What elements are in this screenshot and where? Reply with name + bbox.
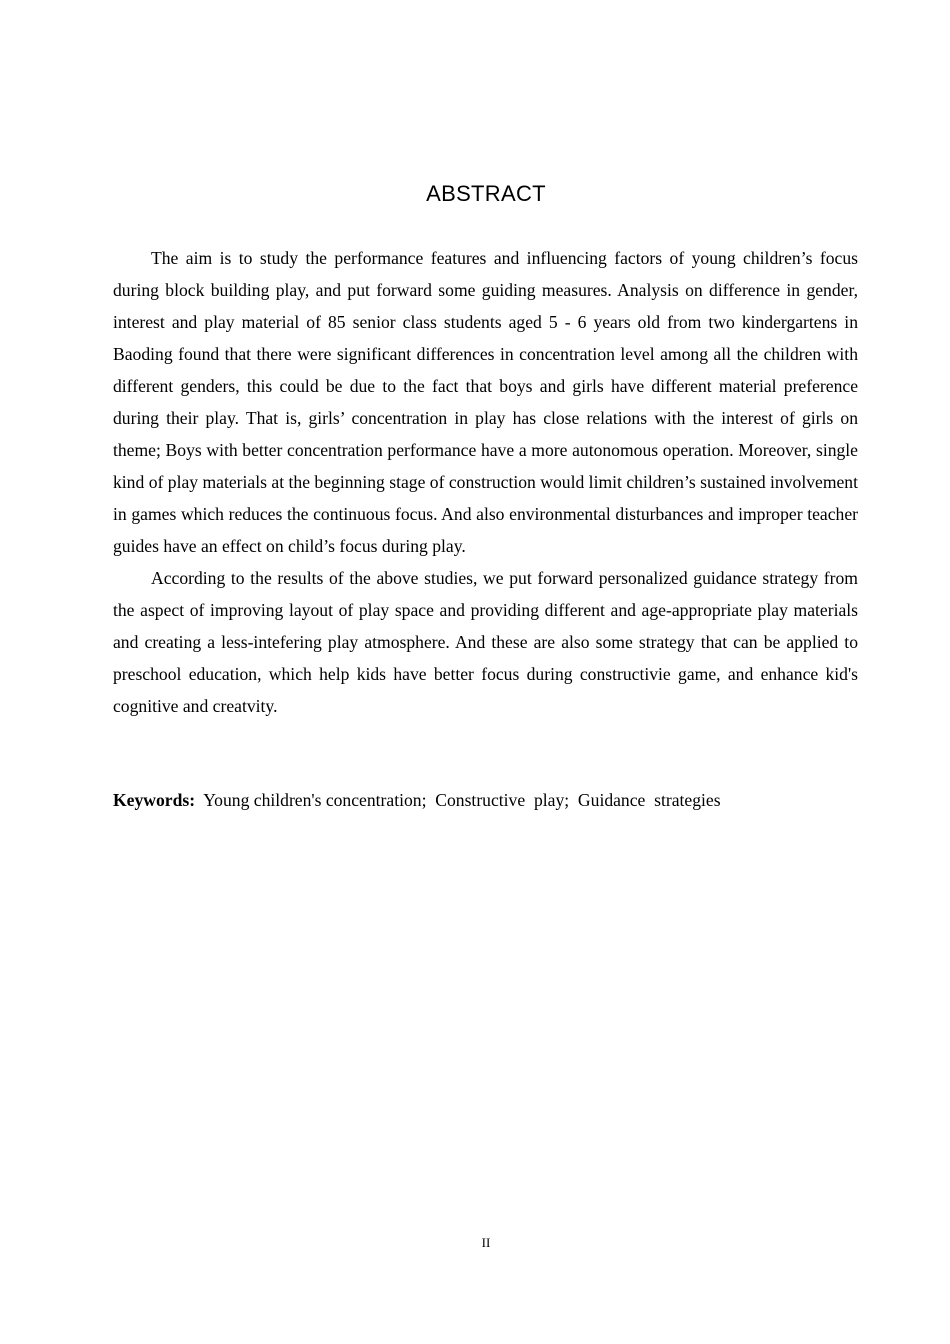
keywords-label: Keywords:	[113, 790, 196, 810]
abstract-paragraph-1: The aim is to study the performance features and influencing factors of young children’s focus during block building play, and put forward some guiding measures. Analysis on difference in gender, interest and play material of 85 senior class students aged 5 - 6 years old from two kindergartens in Baoding found that there were significant differences in concentration level among all the children with different genders, this could be due to the fact that boys and girls have different material preference during their play. That is, girls’ concentration in play has close relations with the interest of girls on theme; Boys with better concentration performance have a more autonomous operation. Moreover, single kind of play materials at the beginning stage of construction would limit children’s sustained involvement in games which reduces the continuous focus. And also environmental disturbances and improper teacher guides have an effect on child’s focus during play.	[113, 248, 858, 556]
keywords-list: Young children's concentration; Constructive play; Guidance strategies	[195, 790, 721, 810]
abstract-title: ABSTRACT	[426, 181, 546, 206]
abstract-paragraph-2: According to the results of the above studies, we put forward personalized guidance strategy from the aspect of improving layout of play space and providing different and age-appropriate play materials and creating a less-intefering play atmosphere. And these are also some strategy that can be applied to preschool education, which help kids have better focus during constructivie game, and enhance kid's cognitive and creatvity.	[113, 568, 858, 716]
page-number: II	[481, 1235, 491, 1250]
keywords-line	[113, 784, 858, 816]
abstract-body	[113, 242, 858, 722]
